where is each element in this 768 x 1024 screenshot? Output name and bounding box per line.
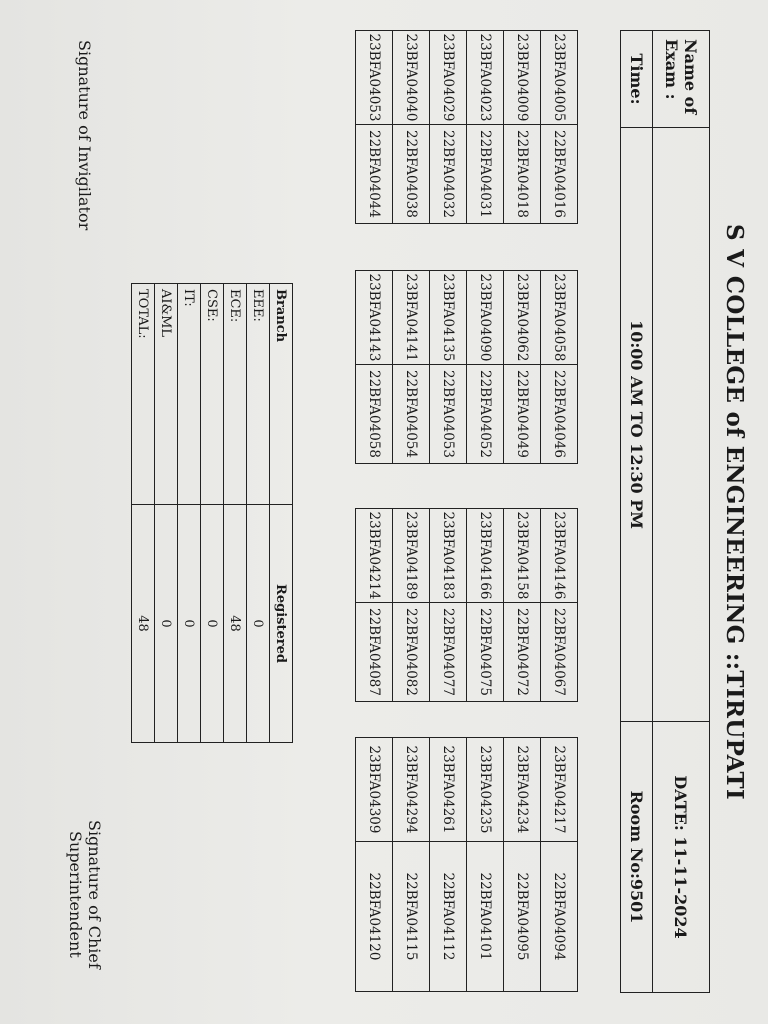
roll-number: 22BFA04038 (393, 125, 430, 224)
branch-summary-table (131, 283, 293, 743)
time-label: Time: (621, 31, 653, 128)
seat-row (393, 271, 430, 464)
branch-row (132, 284, 155, 743)
roll-number: 23BFA04214 (356, 509, 393, 603)
roll-number: 23BFA04009 (504, 31, 541, 125)
seat-row (504, 738, 541, 992)
roll-number: 23BFA04029 (430, 31, 467, 125)
roll-number: 23BFA04141 (393, 271, 430, 365)
branch-header: Branch (270, 284, 293, 505)
branch-name: AI&ML (155, 284, 178, 505)
roll-number: 23BFA04158 (504, 509, 541, 603)
seating-group-4 (355, 737, 578, 992)
invigilator-signature-label: Signature of Invigilator (75, 40, 94, 231)
seat-row (430, 31, 467, 224)
seat-row (467, 31, 504, 224)
branch-row (224, 284, 247, 743)
roll-number: 22BFA04049 (504, 365, 541, 464)
roll-number: 23BFA04146 (541, 509, 578, 603)
roll-number: 22BFA04018 (504, 125, 541, 224)
seat-row (467, 509, 504, 702)
roll-number: 23BFA04189 (393, 509, 430, 603)
roll-number: 22BFA04067 (541, 603, 578, 702)
roll-number: 22BFA04095 (504, 842, 541, 992)
roll-number: 22BFA04082 (393, 603, 430, 702)
roll-number: 22BFA04031 (467, 125, 504, 224)
branch-row (178, 284, 201, 743)
seat-row (541, 271, 578, 464)
seat-row (541, 509, 578, 702)
roll-number: 22BFA04054 (393, 365, 430, 464)
branch-row (155, 284, 178, 743)
roll-number: 23BFA04294 (393, 738, 430, 842)
roll-number: 23BFA04235 (467, 738, 504, 842)
roll-number: 22BFA04115 (393, 842, 430, 992)
roll-number: 22BFA04052 (467, 365, 504, 464)
roll-number: 22BFA04094 (541, 842, 578, 992)
roll-number: 23BFA04062 (504, 271, 541, 365)
seat-row (504, 271, 541, 464)
branch-name: TOTAL: (132, 284, 155, 505)
seating-group-3 (355, 508, 578, 702)
seat-row (467, 738, 504, 992)
roll-number: 23BFA04261 (430, 738, 467, 842)
exam-header-table (620, 30, 710, 993)
roll-number: 23BFA04135 (430, 271, 467, 365)
roll-number: 23BFA04234 (504, 738, 541, 842)
branch-name: CSE: (201, 284, 224, 505)
seat-row (430, 509, 467, 702)
roll-number: 22BFA04058 (356, 365, 393, 464)
registered-count: 0 (178, 505, 201, 743)
roll-number: 23BFA04309 (356, 738, 393, 842)
seat-row (430, 271, 467, 464)
registered-count: 0 (247, 505, 270, 743)
roll-number: 22BFA04120 (356, 842, 393, 992)
roll-number: 22BFA04075 (467, 603, 504, 702)
registered-count: 48 (224, 505, 247, 743)
roll-number: 22BFA04077 (430, 603, 467, 702)
roll-number: 22BFA04053 (430, 365, 467, 464)
time-value: 10:00 AM TO 12:30 PM (621, 128, 653, 722)
roll-number: 23BFA04005 (541, 31, 578, 125)
roll-number: 23BFA04023 (467, 31, 504, 125)
roll-number: 22BFA04087 (356, 603, 393, 702)
branch-name: ECE: (224, 284, 247, 505)
registered-count: 48 (132, 505, 155, 743)
chief-signature-line-1: Signature of Chief (85, 820, 104, 969)
branch-name: EEE: (247, 284, 270, 505)
registered-count: 0 (201, 505, 224, 743)
seat-row (541, 738, 578, 992)
seat-row (356, 271, 393, 464)
roll-number: 22BFA04044 (356, 125, 393, 224)
seating-group-2 (355, 270, 578, 464)
registered-count: 0 (155, 505, 178, 743)
roll-number: 23BFA04143 (356, 271, 393, 365)
seat-row (356, 31, 393, 224)
seat-row (393, 31, 430, 224)
branch-name: IT: (178, 284, 201, 505)
roll-number: 22BFA04046 (541, 365, 578, 464)
exam-date: DATE: 11-11-2024 (652, 722, 709, 993)
roll-number: 23BFA04217 (541, 738, 578, 842)
roll-number: 23BFA04040 (393, 31, 430, 125)
name-of-exam-label: Name of Exam : (652, 31, 709, 128)
branch-row (201, 284, 224, 743)
roll-number: 23BFA04183 (430, 509, 467, 603)
seat-row (467, 271, 504, 464)
roll-number: 23BFA04053 (356, 31, 393, 125)
seat-row (504, 509, 541, 702)
chief-signature-line-2: Superintendent (66, 831, 85, 958)
college-title: S V COLLEGE of ENGINEERING ::TIRUPATI (721, 224, 748, 800)
roll-number: 22BFA04072 (504, 603, 541, 702)
roll-number: 23BFA04166 (467, 509, 504, 603)
roll-number: 23BFA04090 (467, 271, 504, 365)
roll-number: 22BFA04101 (467, 842, 504, 992)
registered-header: Registered (270, 505, 293, 743)
seat-row (393, 738, 430, 992)
seat-row (504, 31, 541, 224)
seat-row (356, 738, 393, 992)
roll-number: 22BFA04016 (541, 125, 578, 224)
seat-row (541, 31, 578, 224)
seating-group-1 (355, 30, 578, 224)
room-number: Room No:9501 (621, 722, 653, 993)
chief-superintendent-signature-label (66, 820, 104, 969)
roll-number: 22BFA04112 (430, 842, 467, 992)
name-of-exam-value (652, 128, 709, 722)
branch-row (247, 284, 270, 743)
seat-row (393, 509, 430, 702)
seat-row (430, 738, 467, 992)
roll-number: 23BFA04058 (541, 271, 578, 365)
roll-number: 22BFA04032 (430, 125, 467, 224)
seat-row (356, 509, 393, 702)
